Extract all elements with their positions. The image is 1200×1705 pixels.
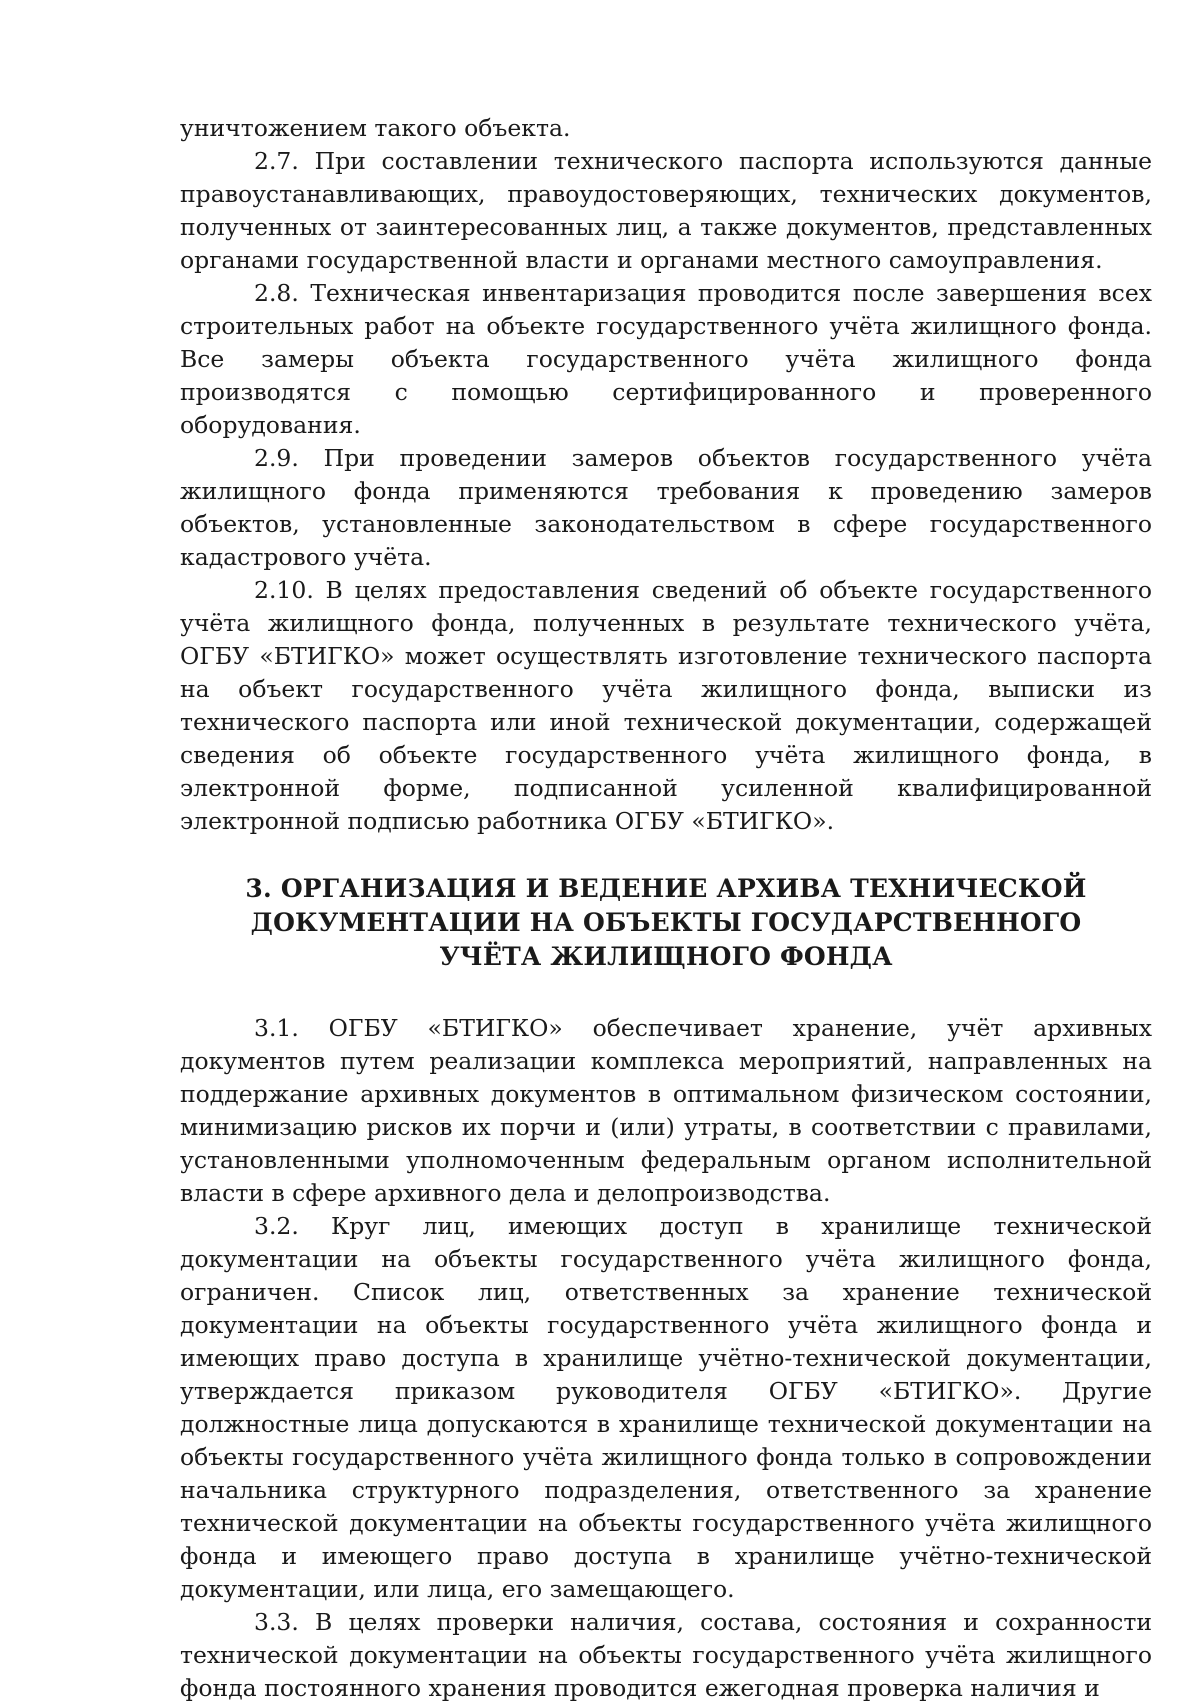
paragraph-2-10: 2.10. В целях предоставления сведений об объекте государственного учёта жилищного фонда, полученных в результате технического учёта, ОГБУ «БТИГКО» может осуществлять изготовление технического паспорта на объект государственного учёта жилищного фонда, выписки из технического паспорта или иной технической документации, содержащей сведения об объекте государственного учёта жилищного фонда, в электронной форме, подписанной усиленной квалифицированной электронной подписью работника ОГБУ «БТИГКО». [180,576,1152,835]
paragraph-3-1: 3.1. ОГБУ «БТИГКО» обеспечивает хранение, учёт архивных документов путем реализации комплекса мероприятий, направленных на поддержание архивных документов в оптимальном физическом состоянии, минимизацию рисков их порчи и (или) утраты, в соответствии с правилами, установленными уполномоченным федеральным органом исполнительной власти в сфере архивного дела и делопроизводства. [180,1014,1152,1207]
paragraph-3-3: 3.3. В целях проверки наличия, состава, состояния и сохранности технической документации на объекты государственного учёта жилищного фонда постоянного хранения проводится ежегодная проверка наличия и [180,1608,1152,1702]
section-heading: 3. ОРГАНИЗАЦИЯ И ВЕДЕНИЕ АРХИВА ТЕХНИЧЕСКОЙ ДОКУМЕНТАЦИИ НА ОБЪЕКТЫ ГОСУДАРСТВЕННОГО УЧЁТА ЖИЛИЩНОГО ФОНДА [245,874,1087,971]
paragraph-continuation: уничтожением такого объекта. [180,114,571,142]
paragraph-3-2: 3.2. Круг лиц, имеющих доступ в хранилище технической документации на объекты государственного учёта жилищного фонда, ограничен. Список лиц, ответственных за хранение технической документации на объекты государственного учёта жилищного фонда и имеющих право доступа в хранилище учётно-технической документации, утверждается приказом руководителя ОГБУ «БТИГКО». Другие должностные лица допускаются в хранилище технической документации на объекты государственного учёта жилищного фонда только в сопровождении начальника структурного подразделения, ответственного за хранение технической документации на объекты государственного учёта жилищного фонда и имеющего право доступа в хранилище учётно-технической документации, или лица, его замещающего. [180,1212,1152,1603]
paragraphs-after [180,1012,1152,1705]
document-page [180,112,1152,1705]
paragraph-2-9: 2.9. При проведении замеров объектов государственного учёта жилищного фонда применяются требования к проведению замеров объектов, установленные законодательством в сфере государственного кадастрового учёта. [180,444,1152,571]
paragraph-2-8: 2.8. Техническая инвентаризация проводится после завершения всех строительных работ на объекте государственного учёта жилищного фонда. Все замеры объекта государственного учёта жилищного фонда производятся с помощью сертифицированного и проверенного оборудования. [180,279,1152,439]
paragraphs-before [180,112,1152,838]
paragraph-2-7: 2.7. При составлении технического паспорта используются данные правоустанавливающих, правоудостоверяющих, технических документов, полученных от заинтересованных лиц, а также документов, представленных органами государственной власти и органами местного самоуправления. [180,147,1152,274]
